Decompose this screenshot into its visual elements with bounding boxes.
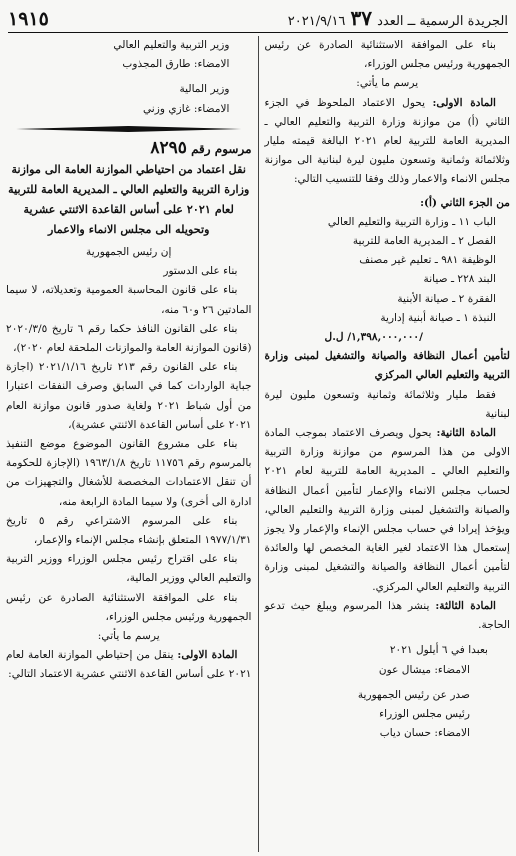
budget-line: الفصل ٢ ـ المديرية العامة للتربية: [352, 235, 496, 248]
page-number: ١٩١٥: [8, 8, 49, 30]
article-2-label: المادة الثانية:: [436, 427, 496, 440]
article-2: [265, 424, 511, 597]
article-1: [265, 94, 511, 190]
right-column: [258, 36, 511, 852]
from-part-heading: من الجزء الثاني (أ):: [420, 196, 510, 209]
budget-line: الفقرة ٢ ـ صيانة الأبنية: [397, 292, 496, 305]
budget-line: النبذة ١ ـ صيانة أبنية إدارية: [380, 311, 496, 324]
budget-line: الوظيفة ٩٨١ ـ تعليم غير مصنف: [359, 254, 496, 267]
edu-minister-signature: الامضاء: طارق المجذوب: [122, 58, 230, 71]
pm-title: رئيس مجلس الوزراء: [379, 707, 470, 720]
article-3: [265, 597, 511, 635]
article-3-text: ينشر هذا المرسوم ويبلغ حيث تدعو الحاجة.: [264, 599, 510, 632]
ornament-icon: [6, 121, 252, 137]
basis-paragraph: بناء على القانون النافذ حكما رقم ٦ تاريخ ٢٠٢٠/٣/٥ (قانون الموازنة العامة والموازنات الملحقة لعام ٢٠٢٠)،: [6, 322, 252, 355]
header-left-group: [288, 6, 508, 30]
article-2-text: يحول ويصرف الاعتماد بموجب المادة الاولى من هذا المرسوم من موازنة وزارة التربية والتعليم العالي ـ المديرية العامة للتربية لعام ٢٠٢١ لحساب مجلس الانماء والإعمار لتأمين أعمال النظافة والصيانة والتشغيل لمبنى وزارة التربية والتعليم العالي، ويؤخذ إيرادا في حساب مجلس الإنماء والإعمار ولا يجوز إستعمال هذا الاعتماد لغير الغاية المخصص لها والعائدة لتأمين أعمال النظافة والصيانة والتشغيل لمبنى وزارة التربية والتعليم العالي المركزي.: [264, 427, 510, 593]
article-1-left-label: المادة الاولى:: [177, 649, 238, 662]
constitution-basis: بناء على الدستور: [163, 265, 238, 278]
article-1-left-text: ينقل من إحتياطي الموازنة العامة لعام ٢٠٢١ على أساس القاعدة الاثنتي عشرية الاعتماد التالي:: [6, 649, 252, 681]
decree-title: نقل اعتماد من احتياطي الموازنة العامة الى موازنة وزارة التربية والتعليم العالي ـ المديرية العامة للتربية لعام ٢٠٢١ على أساس القاعدة الاثنتي عشرية وتحويله الى مجلس الانماء والاعمار: [8, 162, 250, 237]
sign-date: بعبدا في ٦ أيلول ٢٠٢١: [389, 644, 488, 657]
basis-paragraph: بناء على قانون المحاسبة العمومية وتعديلاته، لا سيما المادتين ٢٦ و٦٠ منه،: [6, 284, 252, 316]
left-column: [6, 36, 252, 852]
fin-minister-title: وزير المالية: [179, 83, 230, 96]
budget-lines: [265, 213, 511, 328]
article-1-left: [6, 646, 252, 684]
basis-paragraph: بناء على اقتراح رئيس مجلس الوزراء ووزير التربية والتعليم العالي ووزير المالية،: [6, 553, 252, 585]
decree-prefix: مرسوم رقم: [191, 141, 252, 156]
amount: /١,٣٩٨,٠٠٠,٠٠٠/ ل.ل: [324, 331, 423, 344]
president-intro: إن رئيس الجمهورية: [86, 246, 172, 259]
issue-date: ٢٠٢١/٩/١٦: [287, 14, 346, 29]
basis-paragraph: بناء على المرسوم الاشتراعي رقم ٥ تاريخ ١٩٧٧/١/٣١ المتعلق بإنشاء مجلس الإنماء والإعمار،: [6, 514, 252, 547]
budget-line: البند ٢٢٨ ـ صيانة: [423, 273, 496, 286]
page-header: [8, 6, 508, 33]
separator-ornament: [6, 121, 252, 137]
fin-minister-signature: الامضاء: غازي وزني: [142, 102, 230, 115]
basis-paragraph: بناء على مشروع القانون الموضوع موضع التنفيذ بالمرسوم رقم ١١٧٥٦ تاريخ ١٩٦٣/١/٨ (الإجازة للحكومة أن تنقل الاعتمادات المخصصة للأشغال والتجهيزات من ادارة الى أخرى) ولا سيما المادة الرابعة منه،: [6, 438, 252, 508]
amount-in-words: فقط مليار وثلاثمائة وثمانية وتسعون مليون ليرة لبنانية: [264, 388, 510, 420]
purpose-bold: لتأمين أعمال النظافة والصيانة والتشغيل لمبنى وزارة التربية والتعليم العالي المركزي: [264, 350, 510, 382]
pm-signature: الامضاء: حسان دياب: [379, 727, 470, 740]
decree-number-line: [6, 139, 252, 159]
gazette-title: الجريدة الرسمية ــ العدد: [377, 14, 508, 29]
decree-number: ٨٢٩٥: [150, 137, 187, 158]
issue-number: ٣٧: [350, 6, 372, 30]
basis-paragraph: بناء على القانون رقم ٢١٣ تاريخ ٢٠٢١/١/١٦ (اجازة جباية الواردات كما في السابق وصرف النفقات اعتبارا من أول شباط ٢٠٢١ ولغاية صدور قانون موازنة العام ٢٠٢١ على أساس القاعدة الاثنتي عشرية)،: [6, 361, 252, 431]
two-column-body: [6, 36, 510, 852]
basis-paragraph: بناء على الموافقة الاستثنائية الصادرة عن رئيس الجمهورية ورئيس مجلس الوزراء،: [6, 591, 252, 623]
decrees-label-2: يرسم ما يأتي:: [97, 630, 160, 643]
issued-by: صدر عن رئيس الجمهورية: [357, 688, 470, 701]
edu-minister-title: وزير التربية والتعليم العالي: [113, 39, 230, 51]
article-3-label: المادة الثالثة:: [435, 599, 497, 612]
article-1-text: يحول الاعتماد الملحوظ في الجزء الثاني (أ) من موازنة وزارة التربية والتعليم العالي ـ المديرية العامة للتربية لعام ٢٠٢١ البالغة قيمته مليار وثلاثمائة وثمانية وتسعون مليون ليرة لبنانية الى موازنة مجلس الانماء والاعمار وذلك وفقا للتنسيب التالي:: [264, 96, 510, 186]
intro-approval: بناء على الموافقة الاستثنائية الصادرة عن رئيس الجمهورية ورئيس مجلس الوزراء،: [264, 39, 510, 71]
budget-line: الباب ١١ ـ وزارة التربية والتعليم العالي: [327, 215, 496, 228]
president-signature: الامضاء: ميشال عون: [378, 663, 470, 676]
decrees-label: يرسم ما يأتي:: [356, 77, 419, 90]
article-1-label: المادة الاولى:: [432, 96, 496, 109]
